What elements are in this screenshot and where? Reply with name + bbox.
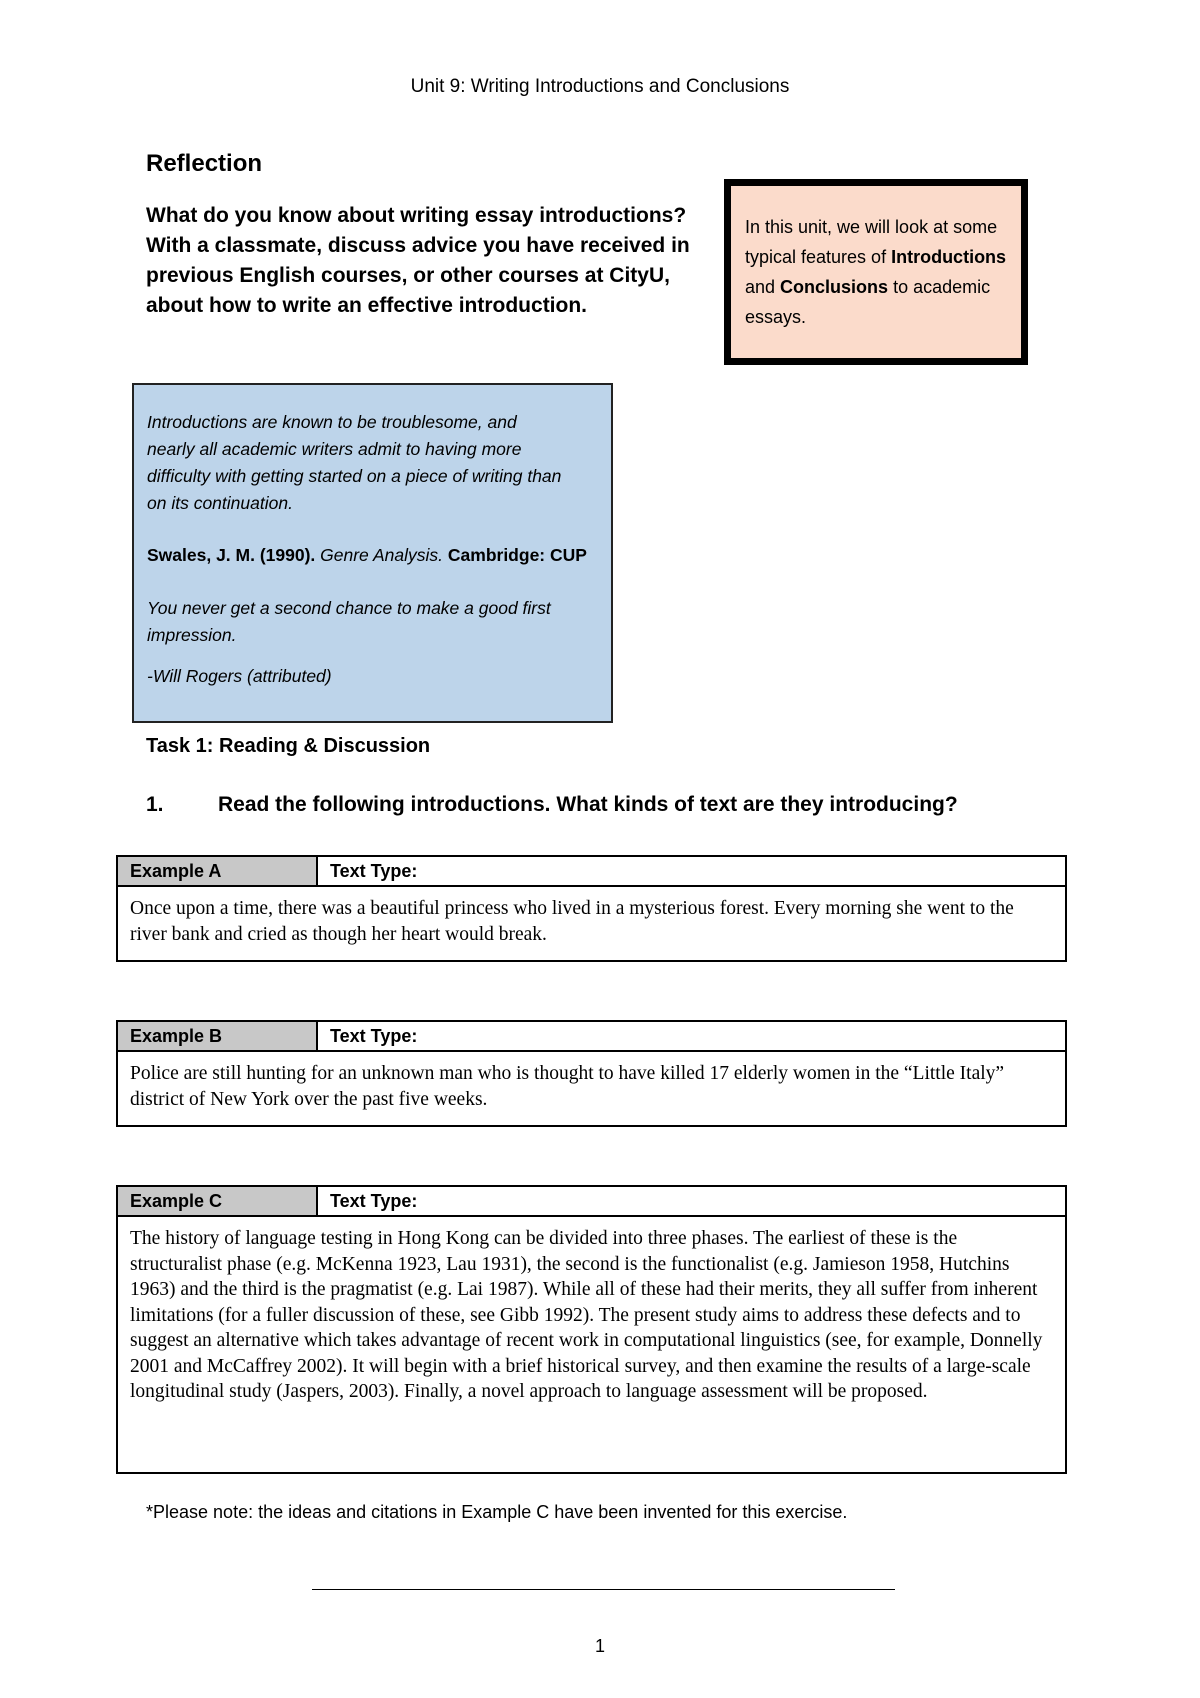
example-b-header: [118, 1022, 1065, 1052]
invented-citations-note: *Please note: the ideas and citations in Example C have been invented for this exercise.: [146, 1502, 848, 1522]
page-header: Unit 9: Writing Introductions and Conclusions: [410, 76, 790, 97]
question-text: Read the following introductions. What kinds of text are they introducing?: [218, 793, 958, 816]
example-c-text-type[interactable]: Text Type:: [330, 1191, 418, 1211]
example-a-text: Once upon a time, there was a beautiful princess who lived in a mysterious forest. Every morning she went to the river bank and cried as though her heart would break.: [130, 898, 1014, 945]
reflection-prompt: What do you know about writing essay introductions? With a classmate, discuss advice you have received in previous English courses, or other courses at CityU, about how to write an effective introduction.: [146, 204, 690, 317]
example-c-text: The history of language testing in Hong Kong can be divided into three phases. The earliest of these is the structuralist phase (e.g. McKenna 1923, Lau 1931), the second is the functionalist (e.g. Jamieson 1958, Hutchins 1963) and the third is the pragmatist (e.g. Lai 1987). While all of these had their merits, they all suffer from inherent limitations (for a fuller discussion of these, see Gibb 1992). The present study aims to address these defects and to suggest an alternative which takes advantage of recent work in computational linguistics (see, for example, Donnelly 2001 and McCaffrey 2002). It will begin with a brief historical survey, and then examine the results of a large-scale longitudinal study (Jaspers, 2003). Finally, a novel approach to language assessment will be proposed.: [130, 1228, 1043, 1402]
example-c-table: [116, 1185, 1067, 1474]
unit-box-term-conclusions: Conclusions: [780, 277, 889, 297]
example-a-label: Example A: [118, 857, 318, 885]
citation-publisher: Cambridge: CUP: [443, 545, 587, 565]
swales-quote: Introductions are known to be troublesome, and nearly all academic writers admit to having more difficulty with getting started on a piece of writing than on its continuation.: [147, 412, 562, 513]
example-c-label: Example C: [118, 1187, 318, 1215]
footer-divider: [312, 1589, 895, 1590]
example-b-table: [116, 1020, 1067, 1127]
unit-box-text-3: to academic essays.: [745, 277, 991, 327]
unit-box-text-2: and: [745, 277, 781, 297]
example-b-text-type[interactable]: Text Type:: [330, 1026, 418, 1046]
rogers-quote: You never get a second chance to make a good first impression.: [147, 598, 551, 645]
example-c-header: [118, 1187, 1065, 1217]
example-a-table: [116, 855, 1067, 962]
rogers-attribution: -Will Rogers (attributed): [147, 666, 332, 686]
example-b-text: Police are still hunting for an unknown man who is thought to have killed 17 elderly women in the “Little Italy” district of New York over the past five weeks.: [130, 1063, 1005, 1110]
example-b-label: Example B: [118, 1022, 318, 1050]
citation-author: Swales, J. M. (1990).: [147, 545, 321, 565]
question-number: 1.: [146, 793, 164, 816]
quote-box: [132, 383, 613, 723]
unit-overview-box: [724, 179, 1028, 365]
example-a-header: [118, 857, 1065, 887]
task-heading: Task 1: Reading & Discussion: [146, 735, 431, 757]
reflection-heading: Reflection: [146, 150, 263, 177]
example-a-text-type[interactable]: Text Type:: [330, 861, 418, 881]
unit-box-text-1: In this unit, we will look at some typical features of: [745, 217, 998, 267]
swales-citation: [147, 542, 611, 569]
citation-title: Genre Analysis.: [320, 545, 444, 565]
unit-box-term-introductions: Introductions: [891, 247, 1007, 267]
page-number: 1: [594, 1636, 605, 1656]
